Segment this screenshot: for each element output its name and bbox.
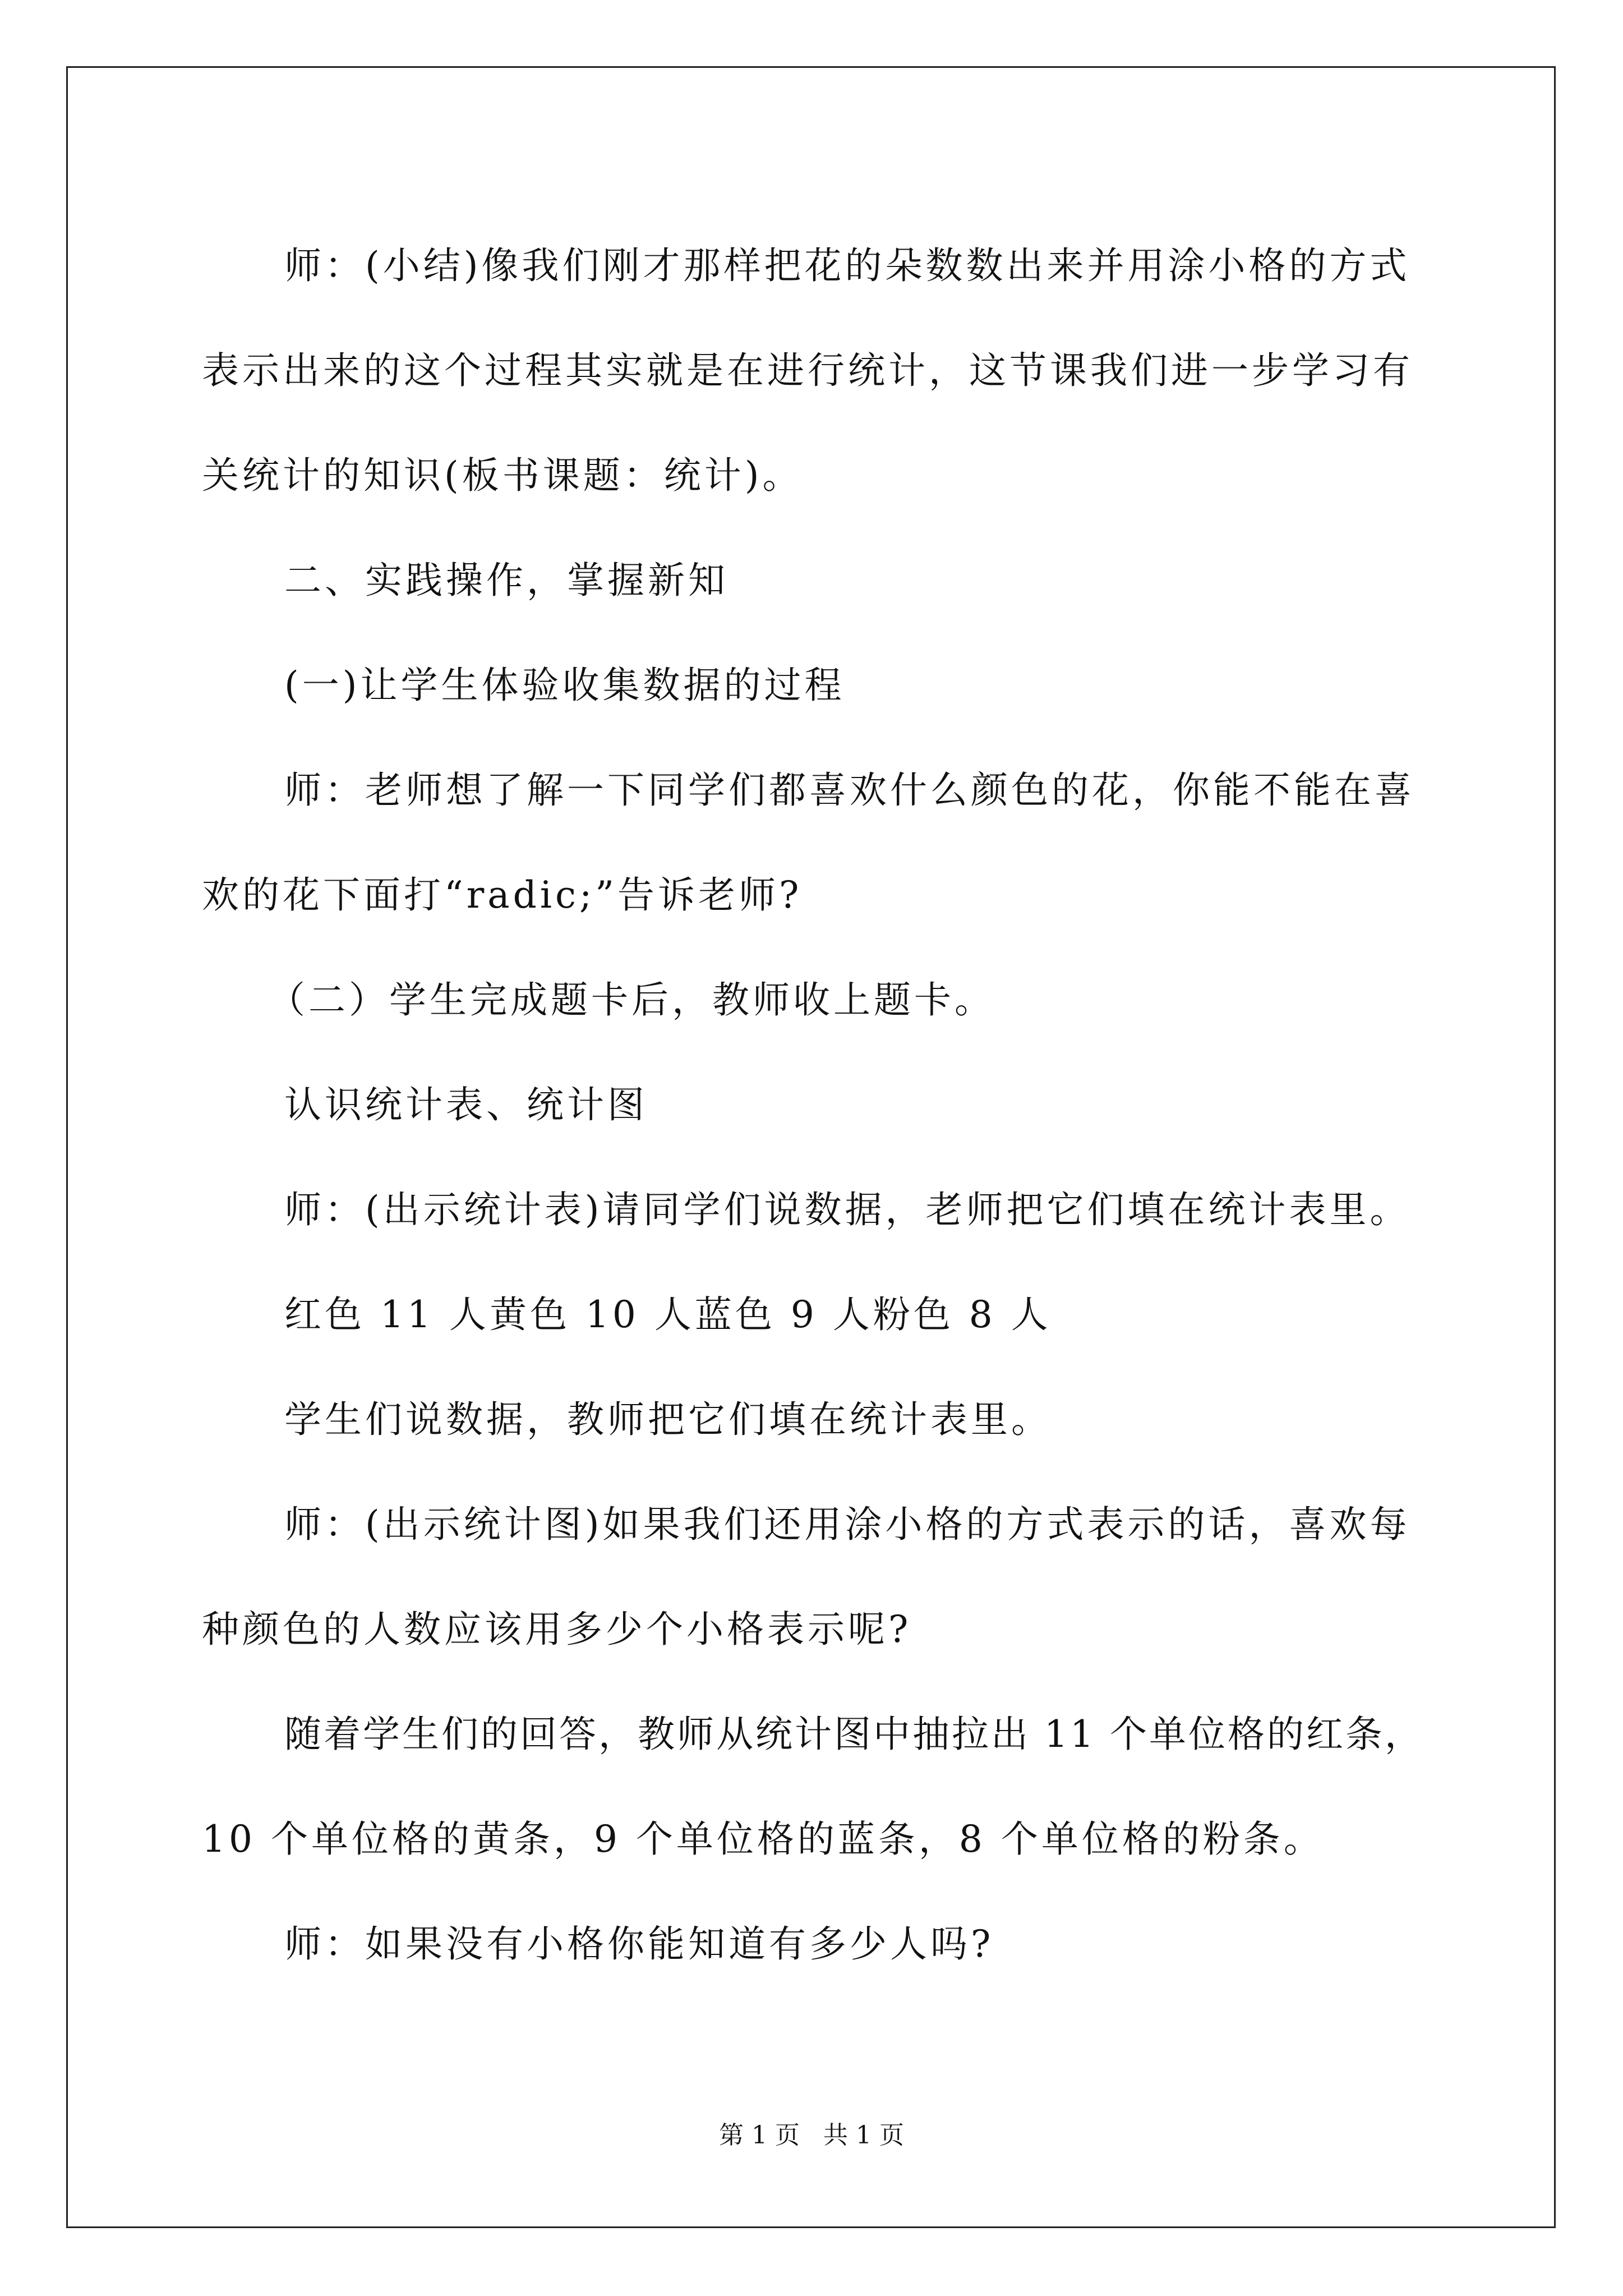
text-line: 师：(小结)像我们刚才那样把花的朵数数出来并用涂小格的方式 (284, 244, 1410, 287)
paragraph (202, 1367, 1447, 1472)
text-line: 关统计的知识(板书课题：统计)。 (202, 454, 803, 497)
text-line: (一)让学生体验收集数据的过程 (284, 664, 845, 707)
text-line: 师：老师想了解一下同学们都喜欢什么颜色的花，你能不能在喜 (284, 769, 1415, 812)
paragraph (202, 738, 1447, 843)
text-line: 学生们说数据，教师把它们填在统计表里。 (284, 1398, 1052, 1441)
text-line: 表示出来的这个过程其实就是在进行统计，这节课我们进一步学习有 (202, 349, 1413, 392)
text-line: 二、实践操作，掌握新知 (284, 559, 728, 602)
paragraph (202, 213, 1447, 318)
document-body (202, 213, 1447, 1996)
subsection-heading (202, 633, 1447, 738)
text-line: （二）学生完成题卡后，教师收上题卡。 (268, 978, 995, 1022)
text-line: 欢的花下面打“radic;”告诉老师? (202, 873, 803, 917)
section-heading (202, 528, 1447, 633)
page-footer (0, 2115, 1623, 2151)
paragraph (202, 947, 1447, 1052)
page-number: 第 1 页 共 1 页 (719, 2121, 904, 2150)
paragraph-continuation (202, 318, 1447, 423)
text-line: 师：(出示统计表)请同学们说数据，老师把它们填在统计表里。 (284, 1188, 1410, 1231)
paragraph (202, 1472, 1447, 1577)
paragraph-continuation (202, 1577, 1447, 1682)
text-line: 种颜色的人数应该用多少个小格表示呢? (202, 1608, 912, 1651)
paragraph (202, 1892, 1447, 1996)
text-line: 师：如果没有小格你能知道有多少人吗? (284, 1922, 994, 1966)
paragraph-continuation (202, 1787, 1447, 1892)
text-line: 师：(出示统计图)如果我们还用涂小格的方式表示的话，喜欢每 (284, 1503, 1410, 1546)
text-line: 红色 11 人黄色 10 人蓝色 9 人粉色 8 人 (284, 1293, 1052, 1336)
text-line: 随着学生们的回答，教师从统计图中抽拉出 11 个单位格的红条， (284, 1713, 1424, 1756)
text-line: 10 个单位格的黄条，9 个单位格的蓝条，8 个单位格的粉条。 (202, 1818, 1324, 1861)
paragraph-continuation (202, 423, 1447, 528)
text-line: 认识统计表、统计图 (284, 1083, 648, 1126)
paragraph (202, 1157, 1447, 1262)
paragraph (202, 1262, 1447, 1367)
paragraph (202, 1682, 1447, 1787)
paragraph-continuation (202, 843, 1447, 947)
paragraph (202, 1052, 1447, 1157)
